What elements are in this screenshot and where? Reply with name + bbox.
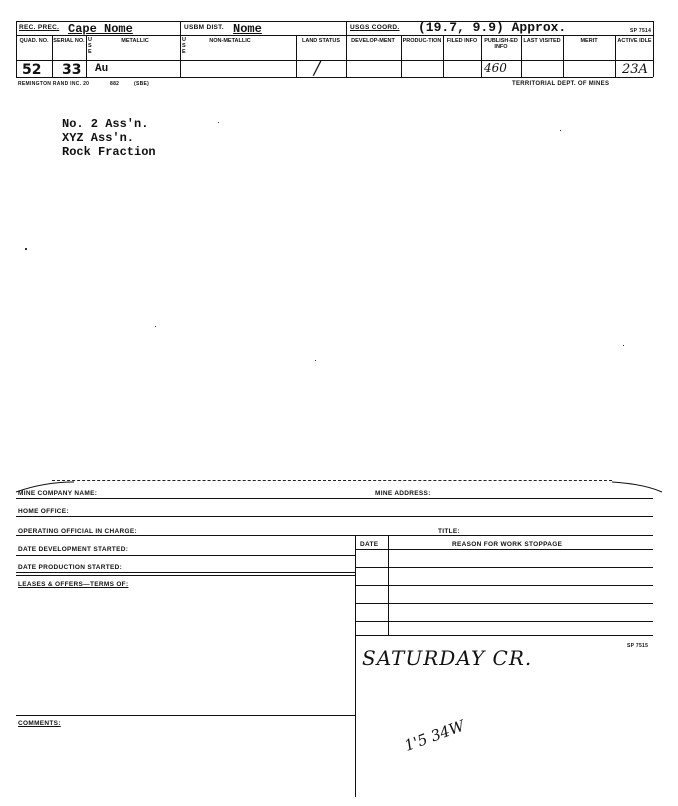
row-active-idle: 23A <box>622 62 648 77</box>
handwritten-creek-name: SATURDAY CR. <box>362 646 533 670</box>
row-serial-no: 33 <box>62 62 82 78</box>
row-metallic: Au <box>95 63 109 75</box>
form-number-front: SP 7514 <box>630 28 652 34</box>
row-published-info: 460 <box>484 61 507 75</box>
date-column-label: DATE <box>360 541 379 548</box>
form-number-back: SP 7515 <box>627 643 649 649</box>
col-active-idle: ACTIVE IDLE <box>617 38 652 44</box>
body-line-1: No. 2 Ass'n. <box>62 117 149 131</box>
date-production-started-label: DATE PRODUCTION STARTED: <box>18 564 123 571</box>
maker-code: 882 <box>110 81 120 87</box>
col-land-status: LAND STATUS <box>302 38 340 44</box>
maker-label: REMINGTON RAND INC. 20 <box>18 81 90 87</box>
col-serial-no: SERIAL NO. <box>53 38 85 44</box>
date-development-started-label: DATE DEVELOPMENT STARTED: <box>18 546 129 553</box>
usbm-dist-label: USBM DIST. <box>184 24 224 31</box>
reason-column-label: REASON FOR WORK STOPPAGE <box>452 541 563 548</box>
col-quad-no: QUAD. NO. <box>19 38 49 44</box>
col-merit: MERIT <box>580 38 598 44</box>
col-use-letters-nonmetallic: U S E <box>182 37 186 55</box>
operating-official-label: OPERATING OFFICIAL IN CHARGE: <box>18 528 137 535</box>
body-line-3: Rock Fraction <box>62 145 156 159</box>
maker-code-2: (SBE) <box>134 81 150 87</box>
department-label: TERRITORIAL DEPT. OF MINES <box>512 81 610 87</box>
home-office-label: HOME OFFICE: <box>18 508 69 515</box>
comments-label: COMMENTS: <box>18 720 61 727</box>
row-land-status: / <box>314 58 321 79</box>
col-published-info: PUBLISH-ED INFO <box>484 38 518 50</box>
row-quad-no: 52 <box>22 62 42 78</box>
leases-offers-label: LEASES & OFFERS—TERMS OF: <box>18 581 129 588</box>
col-last-visited: LAST VISITED <box>523 38 561 44</box>
card-edge-curve <box>14 478 664 498</box>
col-use-letters-metallic: U S E <box>88 37 92 55</box>
mine-address-label: MINE ADDRESS: <box>375 490 431 497</box>
body-line-2: XYZ Ass'n. <box>62 131 135 145</box>
usgs-coord-label: USGS COORD. <box>350 24 400 31</box>
mine-company-name-label: MINE COMPANY NAME: <box>18 490 98 497</box>
usgs-coord-value: (19.7, 9.9) Approx. <box>418 20 567 35</box>
rec-prec-label: REC. PREC. <box>19 24 60 31</box>
usbm-dist-value: Nome <box>233 22 262 36</box>
col-production: PRODUC-TION <box>402 38 442 44</box>
rec-prec-value: Cape Nome <box>68 22 133 36</box>
col-development: DEVELOP-MENT <box>351 38 395 44</box>
title-label: TITLE: <box>438 528 461 535</box>
handwritten-note: 1'5 34W <box>402 716 467 755</box>
col-filed-info: FILED INFO <box>446 38 478 44</box>
col-non-metallic: NON-METALLIC <box>209 38 251 44</box>
col-metallic: METALLIC <box>121 38 149 44</box>
